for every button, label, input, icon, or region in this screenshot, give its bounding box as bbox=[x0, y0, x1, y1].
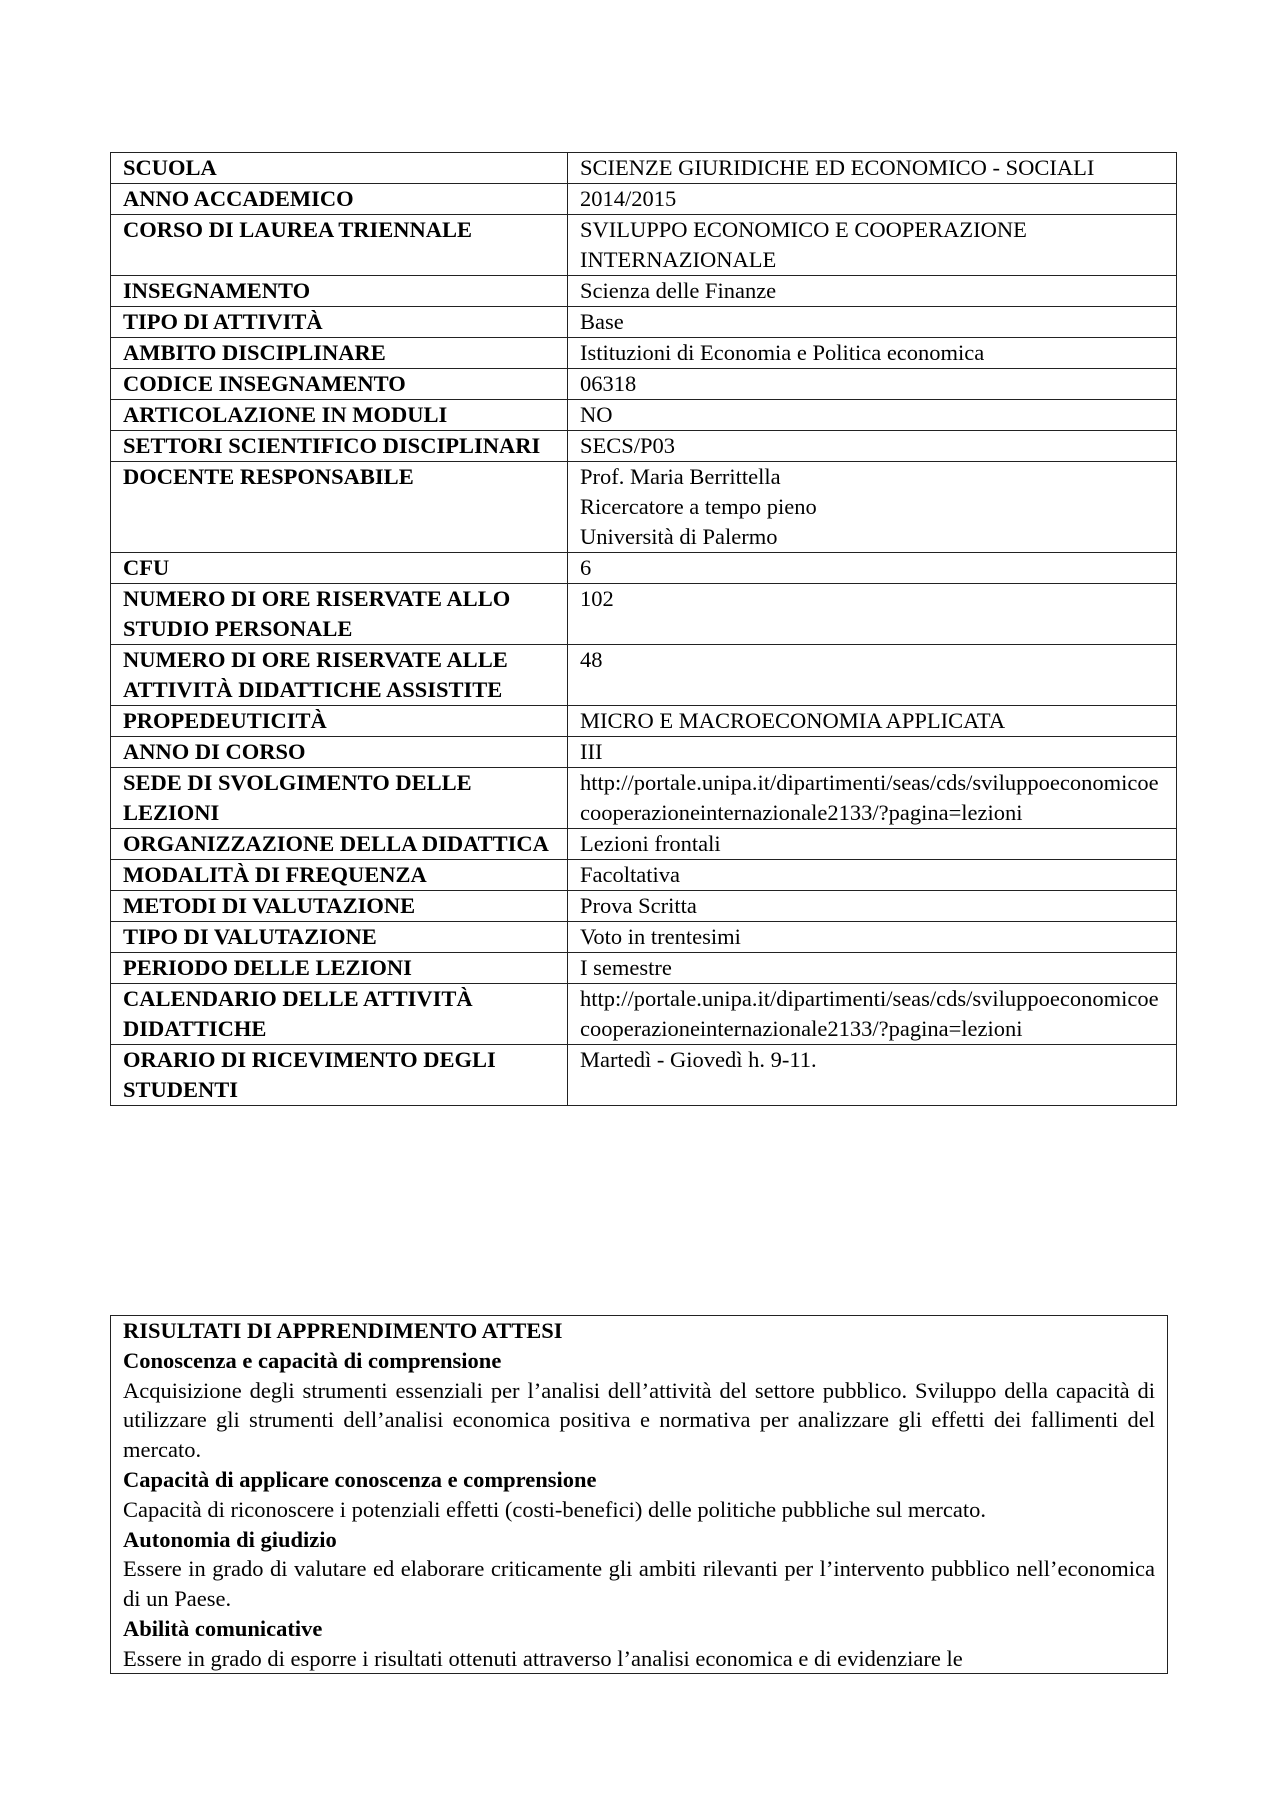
info-row-label: SEDE DI SVOLGIMENTO DELLE LEZIONI bbox=[111, 768, 568, 829]
info-row-value bbox=[568, 462, 1177, 553]
info-value-line: Prof. Maria Berrittella bbox=[580, 464, 781, 489]
section-heading-communication: Abilità comunicative bbox=[123, 1615, 323, 1641]
info-row-value bbox=[568, 1045, 1177, 1106]
info-value-line: Scienza delle Finanze bbox=[580, 278, 777, 303]
info-row-value bbox=[568, 860, 1177, 891]
info-value-line: 102 bbox=[580, 586, 614, 611]
info-row-value bbox=[568, 953, 1177, 984]
info-value-line: Voto in trentesimi bbox=[580, 924, 741, 949]
info-row bbox=[111, 922, 1177, 953]
info-row-value bbox=[568, 276, 1177, 307]
info-row-value bbox=[568, 553, 1177, 584]
info-row-value bbox=[568, 922, 1177, 953]
info-row-label: METODI DI VALUTAZIONE bbox=[111, 891, 568, 922]
info-value-line: III bbox=[580, 739, 603, 764]
info-row bbox=[111, 860, 1177, 891]
info-row bbox=[111, 338, 1177, 369]
section-text-knowledge: Acquisizione degli strumenti essenziali per l’analisi dell’attività del settore pubblico. Sviluppo della capacità di utilizzare gli strumenti dell’analisi economica positiva e normativa per analizzare gli effetti dei fallimenti del mercato. bbox=[123, 1377, 1155, 1463]
learning-outcomes-title: RISULTATI DI APPRENDIMENTO ATTESI bbox=[123, 1318, 563, 1343]
info-row bbox=[111, 215, 1177, 276]
info-row-label: CODICE INSEGNAMENTO bbox=[111, 369, 568, 400]
info-value-line: I semestre bbox=[580, 955, 672, 980]
info-row bbox=[111, 153, 1177, 184]
section-heading-judgement: Autonomia di giudizio bbox=[123, 1526, 337, 1552]
info-row-value bbox=[568, 984, 1177, 1045]
info-value-line: 2014/2015 bbox=[580, 186, 677, 211]
info-row-label: ANNO DI CORSO bbox=[111, 737, 568, 768]
section-text-judgement: Essere in grado di valutare ed elaborare criticamente gli ambiti rilevanti per l’intervento pubblico nell’economica di un Paese. bbox=[123, 1556, 1155, 1612]
info-row bbox=[111, 829, 1177, 860]
course-info-table bbox=[110, 152, 1177, 1106]
section-heading-knowledge: Conoscenza e capacità di comprensione bbox=[123, 1347, 502, 1373]
section-text-applying: Capacità di riconoscere i potenziali effetti (costi-benefici) delle politiche pubbliche sul mercato. bbox=[123, 1496, 986, 1522]
info-row bbox=[111, 1045, 1177, 1106]
info-row-value bbox=[568, 829, 1177, 860]
info-value-line: http://portale.unipa.it/dipartimenti/seas/cds/sviluppoeconomicoecooperazioneinternazionale2133/?pagina=lezioni bbox=[580, 770, 1159, 825]
info-row-value bbox=[568, 215, 1177, 276]
info-row-value bbox=[568, 431, 1177, 462]
info-value-line: SCIENZE GIURIDICHE ED ECONOMICO - SOCIALI bbox=[580, 155, 1095, 180]
info-value-line: 6 bbox=[580, 555, 592, 580]
course-info-body bbox=[111, 153, 1177, 1106]
info-value-line: 48 bbox=[580, 647, 603, 672]
info-value-line: Lezioni frontali bbox=[580, 831, 721, 856]
info-row-value bbox=[568, 645, 1177, 706]
info-row-label: DOCENTE RESPONSABILE bbox=[111, 462, 568, 553]
info-row bbox=[111, 584, 1177, 645]
info-row bbox=[111, 984, 1177, 1045]
info-row-label: SETTORI SCIENTIFICO DISCIPLINARI bbox=[111, 431, 568, 462]
info-value-line: SECS/P03 bbox=[580, 433, 676, 458]
info-row-label: NUMERO DI ORE RISERVATE ALLO STUDIO PERSONALE bbox=[111, 584, 568, 645]
info-row-label: TIPO DI VALUTAZIONE bbox=[111, 922, 568, 953]
info-row-label: CALENDARIO DELLE ATTIVITÀ DIDATTICHE bbox=[111, 984, 568, 1045]
info-row bbox=[111, 553, 1177, 584]
info-row bbox=[111, 891, 1177, 922]
info-row-label: SCUOLA bbox=[111, 153, 568, 184]
info-row-value bbox=[568, 369, 1177, 400]
info-row-value bbox=[568, 706, 1177, 737]
info-value-line: http://portale.unipa.it/dipartimenti/seas/cds/sviluppoeconomicoecooperazioneinternazionale2133/?pagina=lezioni bbox=[580, 986, 1159, 1041]
info-value-line: Istituzioni di Economia e Politica economica bbox=[580, 340, 985, 365]
info-value-line: SVILUPPO ECONOMICO E COOPERAZIONE INTERNAZIONALE bbox=[580, 217, 1027, 272]
info-row-value bbox=[568, 338, 1177, 369]
info-row-label: AMBITO DISCIPLINARE bbox=[111, 338, 568, 369]
info-row-value bbox=[568, 184, 1177, 215]
info-row-label: ORARIO DI RICEVIMENTO DEGLI STUDENTI bbox=[111, 1045, 568, 1106]
info-value-line: MICRO E MACROECONOMIA APPLICATA bbox=[580, 708, 1006, 733]
info-value-line: 06318 bbox=[580, 371, 637, 396]
info-value-line: Ricercatore a tempo pieno bbox=[580, 494, 817, 519]
info-row bbox=[111, 645, 1177, 706]
info-row-label: ANNO ACCADEMICO bbox=[111, 184, 568, 215]
info-row-label: ARTICOLAZIONE IN MODULI bbox=[111, 400, 568, 431]
info-row-value bbox=[568, 584, 1177, 645]
info-row bbox=[111, 307, 1177, 338]
info-row bbox=[111, 953, 1177, 984]
info-row bbox=[111, 184, 1177, 215]
section-text-communication: Essere in grado di esporre i risultati ottenuti attraverso l’analisi economica e di evidenziare le bbox=[123, 1645, 963, 1671]
info-row bbox=[111, 400, 1177, 431]
info-row-label: INSEGNAMENTO bbox=[111, 276, 568, 307]
section-heading-applying: Capacità di applicare conoscenza e comprensione bbox=[123, 1466, 597, 1492]
info-row-value bbox=[568, 768, 1177, 829]
info-row-label: MODALITÀ DI FREQUENZA bbox=[111, 860, 568, 891]
info-value-line: Martedì - Giovedì h. 9-11. bbox=[580, 1047, 817, 1072]
info-row bbox=[111, 706, 1177, 737]
info-row-value bbox=[568, 153, 1177, 184]
info-row-value bbox=[568, 400, 1177, 431]
info-value-line: Facoltativa bbox=[580, 862, 680, 887]
info-row bbox=[111, 768, 1177, 829]
info-row-value bbox=[568, 307, 1177, 338]
info-value-line: Università di Palermo bbox=[580, 524, 778, 549]
info-row-label: TIPO DI ATTIVITÀ bbox=[111, 307, 568, 338]
info-row-label: CFU bbox=[111, 553, 568, 584]
info-row bbox=[111, 462, 1177, 553]
info-value-line: Prova Scritta bbox=[580, 893, 697, 918]
info-row bbox=[111, 737, 1177, 768]
info-row-label: ORGANIZZAZIONE DELLA DIDATTICA bbox=[111, 829, 568, 860]
info-row-value bbox=[568, 737, 1177, 768]
info-row-value bbox=[568, 891, 1177, 922]
info-row-label: NUMERO DI ORE RISERVATE ALLE ATTIVITÀ DIDATTICHE ASSISTITE bbox=[111, 645, 568, 706]
learning-outcomes-box bbox=[110, 1315, 1168, 1674]
info-value-line: NO bbox=[580, 402, 613, 427]
info-row bbox=[111, 276, 1177, 307]
info-row bbox=[111, 431, 1177, 462]
info-row-label: CORSO DI LAUREA TRIENNALE bbox=[111, 215, 568, 276]
info-value-line: Base bbox=[580, 309, 624, 334]
info-row bbox=[111, 369, 1177, 400]
info-row-label: PERIODO DELLE LEZIONI bbox=[111, 953, 568, 984]
info-row-label: PROPEDEUTICITÀ bbox=[111, 706, 568, 737]
